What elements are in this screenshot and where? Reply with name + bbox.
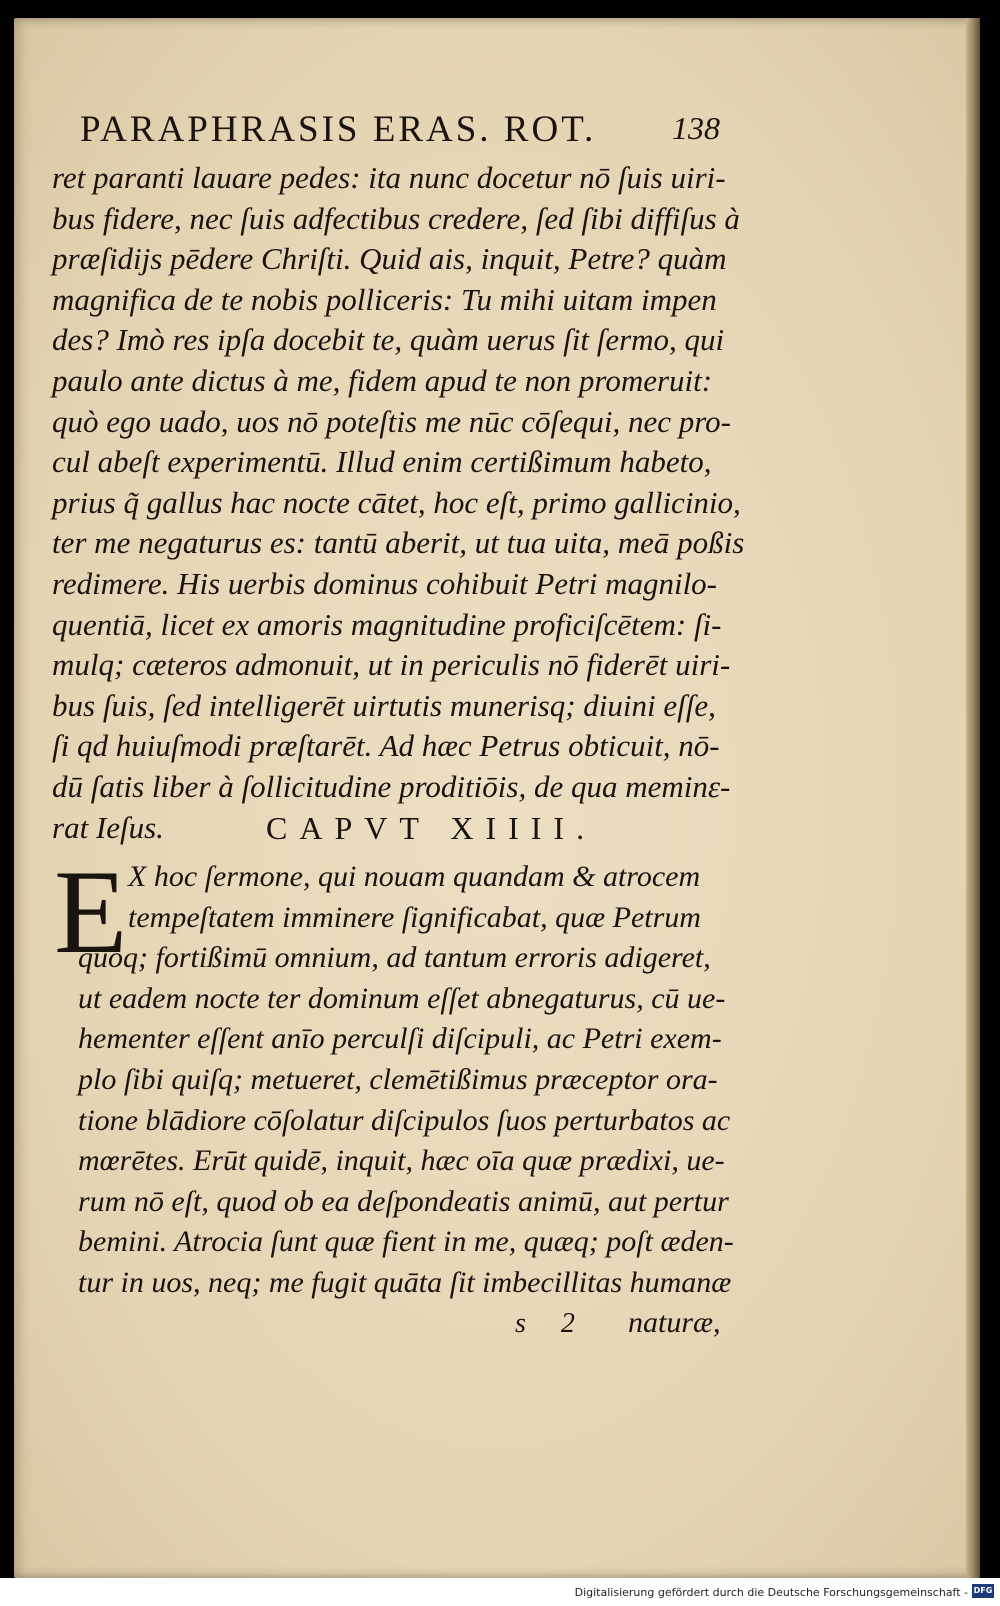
text-line: quentiā, licet ex amoris magnitudine proficiſcētem: ſi- (52, 606, 722, 642)
text-line: præſidijs pēdere Chriſti. Quid ais, inquit, Petre? quàm (52, 241, 727, 277)
chapter-heading-line (52, 808, 732, 849)
text-line: ſi qd huiuſmodi præſtarēt. Ad hæc Petrus obticuit, nō- (52, 728, 720, 764)
folio-number: 138 (672, 110, 720, 146)
text-line: des? Imò res ipſa docebit te, quàm uerus ſit ſermo, qui (52, 322, 725, 358)
text-line: hementer eſſent anīo perculſi diſcipuli, ac Petri exem- (78, 1022, 722, 1056)
text-line: quoq; fortißimū omnium, ad tantum erroris adigeret, (78, 941, 711, 975)
text-line: tione blādiore cōſolatur diſcipulos ſuos perturbatos ac (78, 1103, 731, 1137)
text-line: bus fidere, nec ſuis adfectibus credere, ſed ſibi diffiſus à (52, 200, 740, 236)
text-line: mœrētes. Erūt quidē, inquit, hæc oīa quæ prædixi, ue- (78, 1144, 725, 1178)
text-line: prius q̃ gallus hac nocte cātet, hoc eſt, primo gallicinio, (52, 484, 741, 520)
footer-credit: Digitalisierung gefördert durch die Deutsche Forschungsgemeinschaft - (574, 1586, 968, 1599)
dfg-logo-icon: DFG (972, 1584, 994, 1598)
page-header (80, 108, 720, 158)
text-line: dū ſatis liber à ſollicitudine proditiōis, de qua meminε- (52, 768, 731, 804)
text-line: X hoc ſermone, qui nouam quandam & atrocem (128, 860, 701, 893)
body-text (52, 158, 745, 848)
footer-bar (0, 1578, 1000, 1606)
text-line: ut eadem nocte ter dominum eſſet abnegaturus, cū ue- (78, 981, 726, 1015)
chapter-text (78, 857, 738, 1304)
text-line: mulq; cæteros admonuit, ut in periculis nō fiderēt uiri- (52, 647, 731, 683)
text-line: quò ego uado, uos nō poteſtis me nūc cōſequi, nec pro- (52, 403, 732, 439)
text-line: rum nō eſt, quod ob ea deſpondeatis animū, aut pertur (78, 1184, 729, 1218)
running-head: PARAPHRASIS ERAS. ROT. (80, 109, 597, 150)
signature-mark: s 2 (515, 1308, 589, 1339)
text-line-end: rat Ieſus. (52, 809, 164, 845)
text-line: redimere. His uerbis dominus cohibuit Petri magnilo- (52, 565, 718, 601)
text-line: bemini. Atrocia ſunt quæ fient in me, quæq; poſt æden- (78, 1225, 734, 1259)
chapter-heading: CAPVT XIIII. (266, 809, 597, 846)
text-line: ret paranti lauare pedes: ita nunc docetur nō ſuis uiri- (52, 160, 726, 195)
page-fore-edge (966, 18, 980, 1578)
text-line: paulo ante dictus à me, fidem apud te non promeruit: (52, 362, 713, 398)
text-line: bus ſuis, ſed intelligerēt uirtutis munerisq; diuini eſſe, (52, 687, 716, 723)
decorated-initial: E (54, 845, 128, 978)
text-line: plo ſibi quiſq; metueret, clemētißimus præceptor ora- (78, 1062, 718, 1096)
text-line: tempeſtatem imminere ſignificabat, quæ Petrum (128, 900, 701, 934)
text-line: magnifica de te nobis polliceris: Tu mihi uitam impen (52, 281, 717, 317)
catchword: naturæ, (628, 1306, 721, 1339)
text-line: tur in uos, neq; me fugit quāta ſit imbecillitas humanæ (78, 1265, 732, 1299)
text-line: cul abeſt experimentū. Illud enim certißimum habeto, (52, 444, 712, 480)
text-line: ter me negaturus es: tantū aberit, ut tua uita, meā poßis (52, 525, 745, 561)
